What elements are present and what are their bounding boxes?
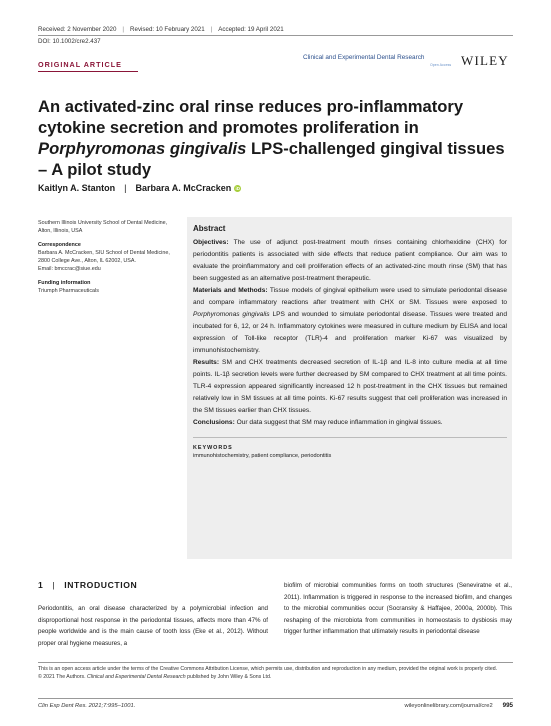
title-text: An activated-zinc oral rinse reduces pro-inflammatory cytokine secretion and promotes proliferation in <box>38 97 464 137</box>
abstract-results <box>193 357 507 417</box>
license-text: This is an open access article under the terms of the Creative Commons Attribution License, which permits use, distribution and reproduction in any medium, provided the original work is properly cited. <box>38 666 498 672</box>
introduction-heading <box>38 580 137 590</box>
revised-date: Revised: 10 February 2021 <box>130 26 205 33</box>
abstract-conclusions <box>193 417 507 429</box>
keywords-list: immunohistochemistry, patient compliance, periodontitis <box>193 453 332 459</box>
keywords-heading: KEYWORDS <box>193 445 233 451</box>
abstract-methods <box>193 285 507 357</box>
conclusions-text: Our data suggest that SM may reduce inflammation in gingival tissues. <box>234 419 443 426</box>
title-text-end: LPS-challenged gingival tissues – A pilot study <box>38 139 505 179</box>
intro-column-left: Periodontitis, an oral disease characterized by a polymicrobial infection and disproportional host response in the periodontal tissues, affects more than 47% of people worldwide and is the main cause of tooth loss (Eke et al., 2012). Without proper oral hygiene measures, a <box>38 605 268 647</box>
journal-name: Clinical and Experimental Dental Research <box>303 54 425 61</box>
funding-source: Triumph Pharmaceuticals <box>38 288 99 294</box>
title-species: Porphyromonas gingivalis <box>38 139 247 158</box>
journal-url[interactable]: wileyonlinelibrary.com/journal/cre2 <box>404 702 493 709</box>
keywords-divider <box>193 437 507 438</box>
received-date: Received: 2 November 2020 <box>38 26 117 33</box>
author-separator: | <box>124 183 127 193</box>
author-name[interactable]: Kaitlyn A. Stanton <box>38 183 116 193</box>
section-label-underline <box>38 71 138 72</box>
sidebar-info <box>38 219 178 301</box>
funding-heading: Funding information <box>38 280 91 286</box>
date-separator: | <box>122 26 125 33</box>
orcid-icon[interactable]: iD <box>235 185 240 191</box>
author-list <box>38 183 241 193</box>
results-label: Results: <box>193 359 220 366</box>
footnote-divider <box>38 662 513 663</box>
copyright-line <box>38 673 513 681</box>
section-number: 1 <box>38 580 44 590</box>
objectives-text: The use of adjunct post-treatment mouth rinses containing chlorhexidine (CHX) for periodontitis patients is associated with side effects that reduce patient compliance. Our aim was to evaluate the proinflammatory and cell proliferation effects of an activated-zinc mouth rinse (SM) that has been suggested as an alternative post-treatment therapeutic. <box>193 239 507 282</box>
page-number: 995 <box>502 702 513 709</box>
doi[interactable]: DOI: 10.1002/cre2.437 <box>38 38 101 45</box>
abstract-heading: Abstract <box>193 224 226 233</box>
page-footer <box>38 702 513 709</box>
methods-label: Materials and Methods: <box>193 287 268 294</box>
abstract-box <box>187 217 512 559</box>
footer-divider <box>38 698 513 699</box>
top-divider <box>38 35 513 36</box>
conclusions-label: Conclusions: <box>193 419 235 426</box>
correspondence-email[interactable]: Email: bmccrac@siue.edu <box>38 266 101 272</box>
methods-text: Tissue models of gingival epithelium were used to simulate periodontal disease and compare inflammatory reactions after treatment with CHX or SM. Tissues were exposed to <box>193 287 507 306</box>
methods-text-end: LPS and wounded to simulate periodontal disease. Tissues were treated and incubated for 6, 12, or 24 h. Inflammatory cytokines were measured in culture medium by ELISA and local expression of Toll-like receptor (TLR)-4 and proliferation marker Ki-67 was visualized by immunohistochemistry. <box>193 311 508 354</box>
copyright-text: © 2021 The Authors. <box>38 674 88 680</box>
correspondence-heading: Correspondence <box>38 242 81 248</box>
accepted-date: Accepted: 19 April 2021 <box>218 26 284 33</box>
correspondence <box>38 241 178 273</box>
copyright-publisher: published by John Wiley & Sons Ltd. <box>185 674 272 680</box>
license-footnote <box>38 665 513 681</box>
citation: Clin Exp Dent Res. 2021;7:995–1001. <box>38 702 136 709</box>
section-label: ORIGINAL ARTICLE <box>38 60 122 69</box>
abstract-objectives <box>193 237 507 285</box>
article-dates <box>38 26 284 33</box>
methods-species: Porphyromonas gingivalis <box>193 311 270 318</box>
correspondence-address: Barbara A. McCracken, SIU School of Dental Medicine, 2800 College Ave., Alton, IL 62002, USA. <box>38 250 170 264</box>
publisher-logo: WILEY <box>461 53 509 68</box>
intro-column-right: biofilm of microbial communities forms on tooth structures (Seneviratne et al., 2011). Inflammation is triggered in response to the increased biofilm, and changes to the microbial communities occur (Socransky & Haffajee, 2000a, 2000b). This reshaping of the microbiota from communities in homeostasis to dysbiosis may trigger further inflammation that ultimately results in periodontal disease <box>284 582 512 635</box>
journal-open-access: Open Access <box>430 63 452 67</box>
section-title: INTRODUCTION <box>64 580 138 590</box>
affiliation: Southern Illinois University School of Dental Medicine, Alton, Illinois, USA <box>38 220 168 234</box>
results-text: SM and CHX treatments decreased secretion of IL-1β and IL-8 into culture media at all time points. IL-1β secretion levels were further decreased by SM compared to CHX treatment at all time points. TLR-4 expression appeared significantly increased 12 h post-treatment in the CHX tissues but remained relatively low in SM tissues at all time points. Ki-67 results suggest that cell proliferation was increased in the SM tissues earlier than CHX tissues. <box>193 359 507 414</box>
objectives-label: Objectives: <box>193 239 229 246</box>
copyright-journal: Clinical and Experimental Dental Research <box>87 674 186 680</box>
date-separator: | <box>210 26 213 33</box>
article-title <box>38 96 518 180</box>
footer-right <box>405 702 514 709</box>
author-name[interactable]: Barbara A. McCracken <box>135 183 232 193</box>
section-separator: | <box>52 580 56 590</box>
funding <box>38 279 178 295</box>
